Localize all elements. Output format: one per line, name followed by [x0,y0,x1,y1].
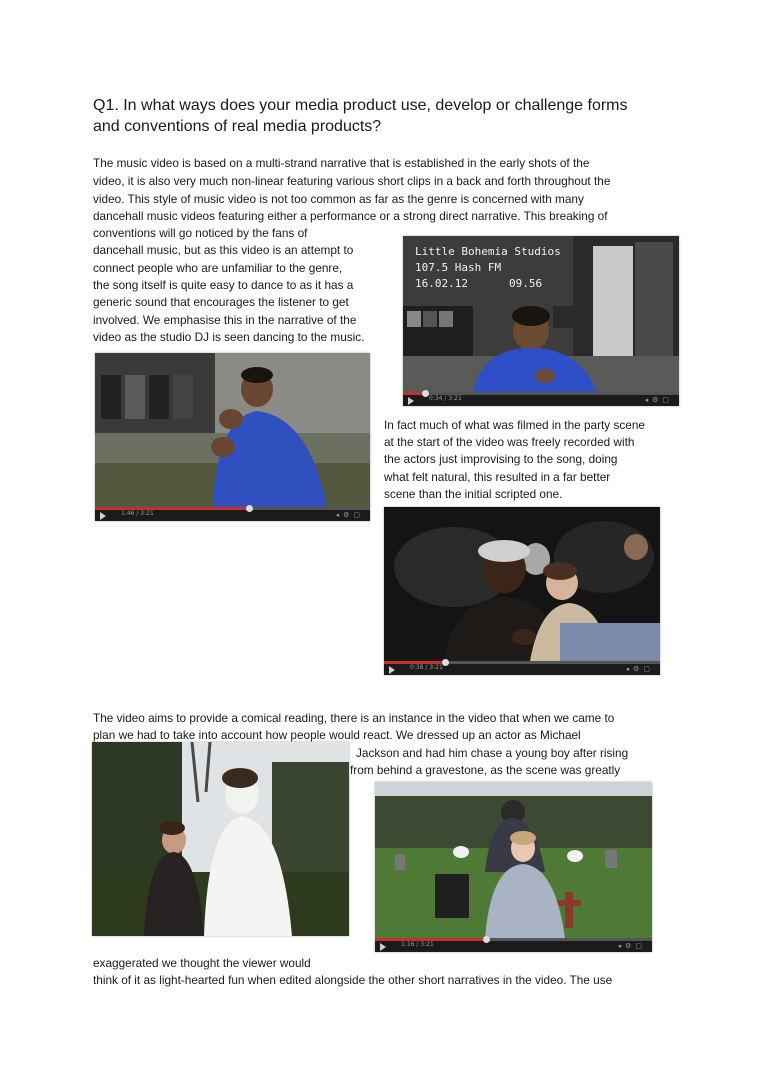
paragraph-1-line: connect people who are unfamiliar to the genre, [93,261,343,275]
gear-icon[interactable]: ⚙ [343,511,354,519]
video-time: 1:16 / 3:21 [401,941,434,948]
gear-icon[interactable]: ⚙ [652,396,663,404]
video-time: 0:34 / 3:21 [429,395,462,402]
studio-overlay-date: 16.02.12 [415,277,468,290]
paragraph-1-line: generic sound that encourages the listener to get [93,295,349,309]
dancer-scene-image [95,353,370,507]
actor-costume-image [92,742,349,936]
play-icon[interactable] [408,397,414,405]
paragraph-2-line: what felt natural, this resulted in a far better [384,470,611,484]
paragraph-1-line: dancehall music videos featuring either a performance or a strong direct narrative. This breaking of [93,209,608,223]
paragraph-2-line: In fact much of what was filmed in the party scene [384,418,645,432]
studio-overlay-station: 107.5 Hash FM [415,261,502,274]
video-controls [95,507,370,521]
volume-icon[interactable]: ◂ [617,942,626,950]
party-scene-image [384,507,660,661]
video-controls [403,392,679,406]
paragraph-4-line: exaggerated we thought the viewer would [93,956,311,970]
paragraph-3-line: The video aims to provide a comical reading, there is an instance in the video that when we came to [93,711,615,725]
fullscreen-icon[interactable]: ▢ [662,396,673,404]
page-title [93,95,693,137]
gear-icon[interactable]: ⚙ [625,942,636,950]
paragraph-3-line: plan we had to take into account how people would react. We dressed up an actor as Michael [93,728,581,742]
studio-overlay-title: Little Bohemia Studios [415,245,561,258]
paragraph-2-line: the actors just improvising to the song, doing [384,452,618,466]
paragraph-3-line: Jackson and had him chase a young boy after rising [356,746,629,760]
page-title-line-2: and conventions of real media products? [93,118,382,135]
progress-handle[interactable] [483,936,490,943]
paragraph-1-line: video. This style of music video is not too common as far as the genre is concerned with many [93,192,584,206]
page-title-line-1: Q1. In what ways does your media product use, develop or challenge forms [93,97,628,114]
play-icon[interactable] [380,943,386,951]
volume-icon[interactable]: ◂ [644,396,653,404]
paragraph-1-line: dancehall music, but as this video is an attempt to [93,243,354,257]
volume-icon[interactable]: ◂ [335,511,344,519]
graveyard-scene-image [375,782,652,938]
paragraph-1-line: The music video is based on a multi-strand narrative that is established in the early shots of the [93,156,590,170]
play-icon[interactable] [389,666,395,674]
video-controls [375,938,652,952]
paragraph-1-line: video, it is also very much non-linear featuring various short clips in a back and forth throughout the [93,174,611,188]
fullscreen-icon[interactable]: ▢ [643,665,654,673]
video-controls [384,661,660,675]
play-icon[interactable] [100,512,106,520]
video-time: 1:46 / 3:21 [121,510,154,517]
paragraph-1-line: video as the studio DJ is seen dancing to the music. [93,330,365,344]
actor-costume-photo [92,742,349,936]
fullscreen-icon[interactable]: ▢ [635,942,646,950]
studio-overlay-time: 09.56 [509,277,543,290]
paragraph-2-line: at the start of the video was freely recorded with [384,435,635,449]
party-video-screenshot [384,507,660,675]
paragraph-2-line: scene than the initial scripted one. [384,487,563,501]
progress-fill [95,507,249,510]
graveyard-video-screenshot [375,782,652,952]
player-right-controls [645,396,673,404]
studio-video-screenshot [403,236,679,406]
gear-icon[interactable]: ⚙ [633,665,644,673]
paragraph-1-line: conventions will go noticed by the fans of [93,226,308,240]
video-time: 0:38 / 3:21 [410,664,443,671]
volume-icon[interactable]: ◂ [625,665,634,673]
paragraph-3-line: from behind a gravestone, as the scene was greatly [350,763,621,777]
dancer-video-screenshot [95,353,370,521]
player-right-controls [618,942,646,950]
player-right-controls [626,665,654,673]
paragraph-1-line: the song itself is quite easy to dance to as it has a [93,278,354,292]
progress-handle[interactable] [246,505,253,512]
paragraph-4-line: think of it as light-hearted fun when edited alongside the other short narratives in the video. The use [93,973,613,987]
player-right-controls [336,511,364,519]
paragraph-1-line: involved. We emphasise this in the narrative of the [93,313,357,327]
fullscreen-icon[interactable]: ▢ [353,511,364,519]
